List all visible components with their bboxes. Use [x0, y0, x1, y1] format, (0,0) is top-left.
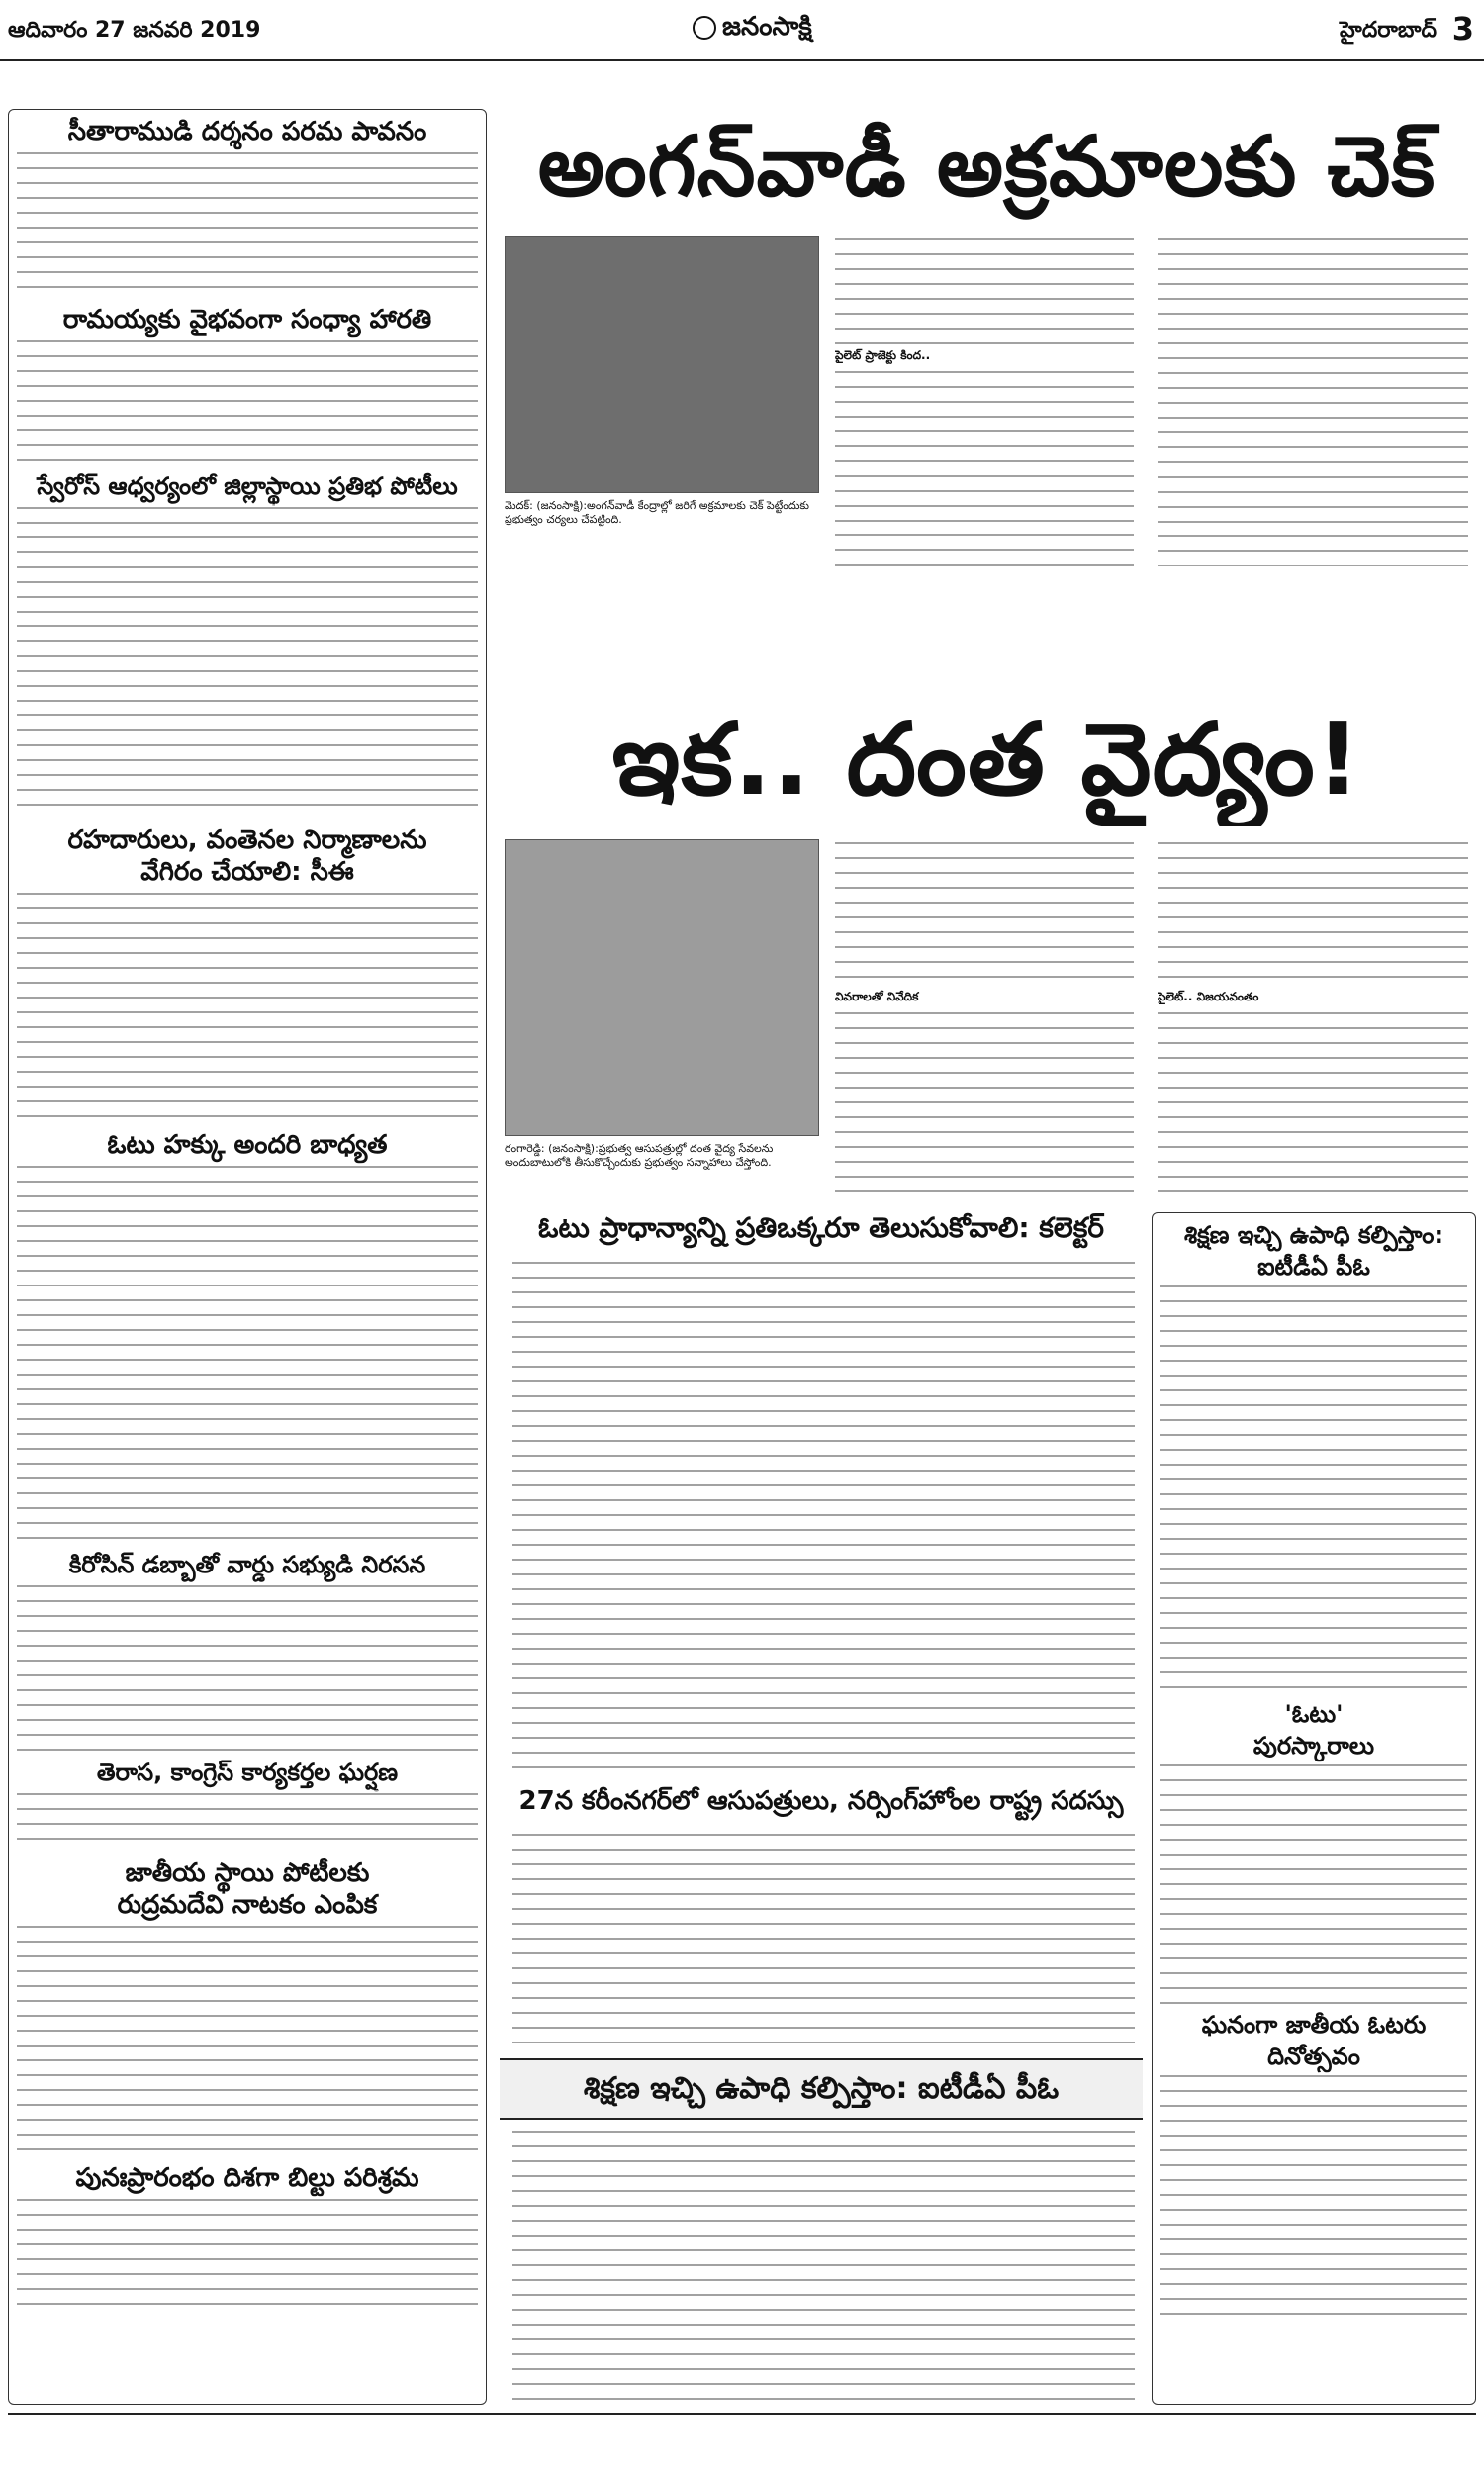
anganwadi-text-col-2a [827, 236, 1142, 346]
left-headline-4a: రహదారులు, వంతెనల నిర్మాణాలను [67, 825, 427, 855]
left-article-3-body [9, 504, 486, 818]
left-article-6-body [9, 1582, 486, 1751]
dental-subheading-1: వివరాలతో నివేదిక [835, 990, 919, 1003]
left-headline-3: స్వేరోస్ ఆధ్వర్యంలో జిల్లాస్థాయి ప్రతిభ పోటీలు [37, 472, 458, 500]
right-headline-2b: పురస్కారాలు [1252, 1732, 1375, 1760]
dental-photo [505, 839, 819, 1136]
right-headline-1a: శిక్షణ ఇచ్చి ఉపాధి కల్పిస్తాం: [1183, 1221, 1444, 1249]
main-headline-4: 27న కరీంనగర్‌లో ఆసుపత్రులు, నర్సింగ్‌హోంల రాష్ట్ర సదస్సు [518, 1786, 1124, 1816]
dental-text-col-3b [1150, 1009, 1476, 1197]
main-headline-2: ఇక.. దంత వైద్యం! [611, 702, 1362, 817]
left-headline-4b: వేగిరం చేయాలి: సీఈ [140, 857, 354, 887]
right-news-box [1152, 1212, 1476, 2405]
left-article-1-body [9, 149, 486, 298]
left-article-4-body [9, 890, 486, 1123]
left-headline-5: ఓటు హక్కు అందరి బాధ్యత [107, 1130, 388, 1160]
right-article-1-body [1153, 1283, 1475, 1698]
masthead-logo-icon [693, 16, 716, 40]
left-headline-1: సీతారాముడి దర్శనం పరమ పావనం [67, 117, 427, 146]
itda-headline-band [500, 2058, 1143, 2120]
left-headline-2: రామయ్యకు వైభవంగా సంధ్యా హారతి [62, 305, 432, 334]
right-headline-3a: ఘనంగా జాతీయ ఓటరు [1201, 2011, 1427, 2039]
right-article-3-body [1153, 2072, 1475, 2320]
issue-date: ఆదివారం 27 జనవరి 2019 [8, 18, 261, 43]
karimnagar-article-body [505, 1831, 1143, 2043]
dental-text-col-3a [1150, 839, 1476, 988]
dental-subheading-2: పైలెట్.. విజయవంతం [1158, 990, 1259, 1003]
anganwadi-photo-caption: మెదక్: (జనంసాక్షి):అంగన్‌వాడీ కేంద్రాల్లో జరిగే అక్రమాలకు చెక్ పెట్టేందుకు ప్రభుత్వం చర్యలు చేపట్టింది. [505, 499, 809, 525]
page-number: 3 [1451, 10, 1474, 48]
left-article-5-body [9, 1163, 486, 1543]
left-article-9-body [9, 2196, 486, 2315]
left-headline-9: పునఃప్రారంభం దిశగా బిల్టు పరిశ్రమ [75, 2163, 419, 2193]
main-headline-3: ఓటు ప్రాధాన్యాన్ని ప్రతిఒక్కరూ తెలుసుకోవాలి: కలెక్టర్ [538, 1212, 1104, 1244]
footer-rule [8, 2413, 1476, 2415]
right-headline-3b: దినోత్సవం [1267, 2043, 1360, 2070]
left-headline-8a: జాతీయ స్థాయి పోటీలకు [125, 1858, 370, 1888]
anganwadi-photo [505, 236, 819, 493]
left-article-7-body [9, 1790, 486, 1852]
left-headline-7: తెరాస, కాంగ్రెస్ కార్యకర్తల ఘర్షణ [96, 1759, 399, 1786]
left-headline-6: కిరోసిన్ డబ్బాతో వార్డు సభ్యుడి నిరసన [68, 1551, 426, 1578]
anganwadi-subheading: పైలెట్ ప్రాజెక్టు కింద.. [835, 348, 931, 362]
left-news-column [8, 109, 487, 2405]
anganwadi-text-col-2b [827, 368, 1142, 566]
right-headline-1b: ఐటీడీఏ పీఓ [1257, 1253, 1370, 1281]
itda-article-body [505, 2128, 1143, 2405]
left-article-8-body [9, 1923, 486, 2156]
right-headline-2a: 'ఓటు' [1284, 1700, 1344, 1728]
right-article-2-body [1153, 1761, 1475, 2009]
left-article-2-body [9, 337, 486, 464]
dental-text-col-2a [827, 839, 1142, 988]
masthead [693, 12, 812, 48]
dental-text-col-2b [827, 1009, 1142, 1197]
edition-city: హైదరాబాద్ [1340, 18, 1437, 43]
anganwadi-text-col-3 [1150, 236, 1476, 566]
vote-article-body [505, 1259, 1143, 1775]
main-headline-5: శిక్షణ ఇచ్చి ఉపాధి కల్పిస్తాం: ఐటీడీఏ పీఓ [583, 2071, 1060, 2106]
dental-photo-caption: రంగారెడ్డి: (జనంసాక్షి):ప్రభుత్వ ఆసుపత్రుల్లో దంత వైద్య సేవలను అందుబాటులోకి తీసుకొచ్చేందుకు ప్రభుత్వం సన్నాహాలు చేస్తోంది. [505, 1142, 774, 1169]
left-headline-8b: రుద్రమదేవి నాటకం ఎంపిక [117, 1890, 378, 1920]
masthead-title: జనంసాక్షి [722, 12, 812, 42]
main-headline-1: అంగన్‌వాడీ అక్రమాలకు చెక్ [537, 118, 1437, 215]
page-header [0, 0, 1484, 61]
